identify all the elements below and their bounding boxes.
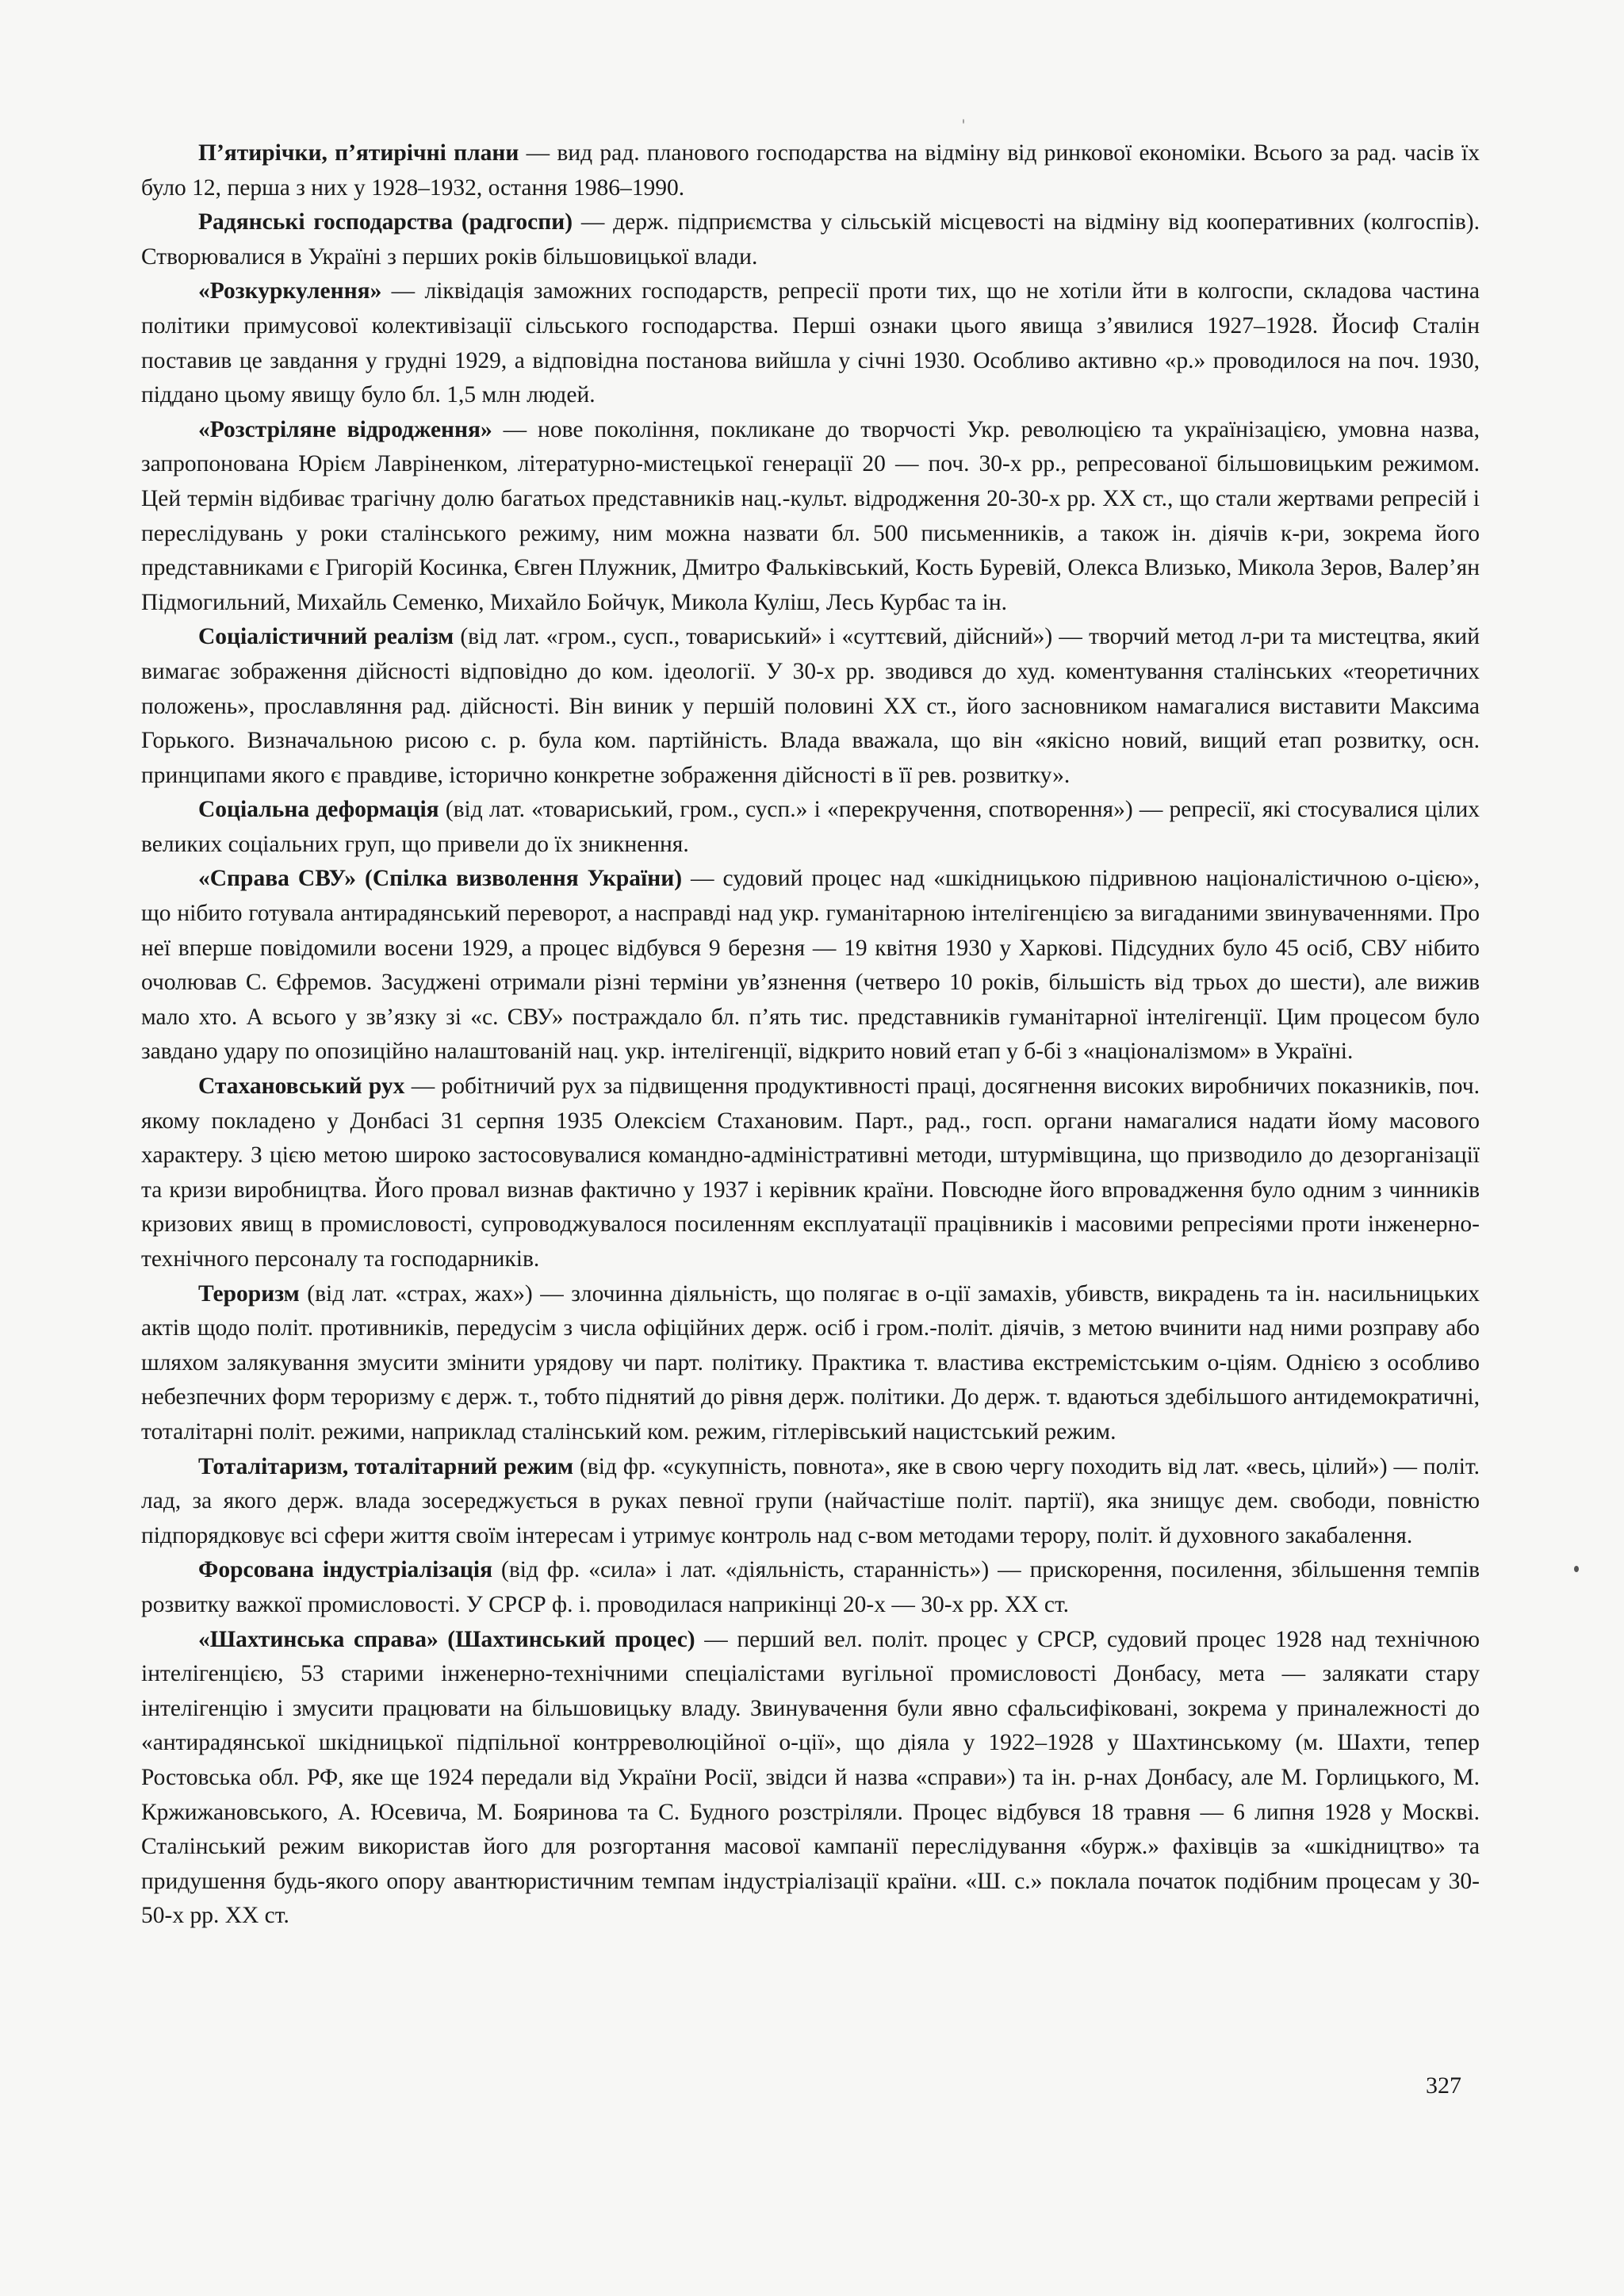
- glossary-entry-forced-industrialization: [141, 1553, 1480, 1622]
- entry-definition: — нове покоління, покликане до творчості Укр. революцією та українізацією, умовна назва, запропонована Юрієм Лавріненком, літературно-мистецької генерації 20 — поч. 30-х рр., репресованої більшовицьким режимом. Цей термін відбиває трагічну долю багатьох представників нац.-культ. відродження 20-30-х рр. XX ст., що стали жертвами репресій і переслідувань у роки сталінського режиму, ним можна назвати бл. 500 письменників, а також ін. діячів к-ри, зокрема його представниками є Григорій Косинка, Євген Плужник, Дмитро Фальківський, Кость Буревій, Олекса Влизько, Микола Зеров, Валер’ян Підмогильний, Михайль Семенко, Михайло Бойчук, Микола Куліш, Лесь Курбас та ін.: [141, 416, 1480, 615]
- glossary-entry-socialist-realism: [141, 620, 1480, 793]
- glossary-page: [141, 136, 1480, 1934]
- entry-definition: (від лат. «страх, жах») — злочинна діяльність, що полягає в о-ції замахів, убивств, викрадень та ін. насильницьких актів щодо політ. противників, передусім з числа офіційних держ. осіб і гром.-політ. діячів, з метою вчинити над ними розправу або шляхом залякування змусити змінити урядову чи парт. політику. Практика т. властива екстремістським о-ціям. Однією з особливо небезпечних форм тероризму є держ. т., тобто піднятий до рівня держ. політики. До держ. т. вдаються здебільшого антидемократичні, тоталітарні політ. режими, наприклад сталінський ком. режим, гітлерівський нацистський режим.: [141, 1280, 1480, 1445]
- entry-definition: (від фр. «сукупність, повнота», яке в свою чергу походить від лат. «весь, цілий») — політ. лад, за якого держ. влада зосереджується в руках певної групи (найчастіше політ. партії), яка знищує дем. свободи, повністю підпорядковує всі сфери життя своїм інтересам і утримує контроль над с-вом методами терору, політ. й духовного закабалення.: [141, 1453, 1480, 1548]
- entry-term: Форсована індустріалізація: [198, 1557, 493, 1583]
- entry-term: Соціальна деформація: [198, 797, 439, 823]
- entry-definition: — перший вел. політ. процес у СРСР, судовий процес 1928 над технічною інтелігенцією, 53 старими інженерно-технічними спеціалістами вугільної промисловості Донбасу, мета — залякати стару інтелігенцію і змусити працювати на більшовицьку владу. Звинувачення були явно сфальсифіковані, зокрема у приналежності до «антирадянської шкідницької підпільної контрреволюційної о-ції», що діяла у 1922–1928 у Шахтинському (м. Шахти, тепер Ростовська обл. РФ, яке ще 1924 передали від України Росії, звідси й назва «справи») та ін. р-нах Донбасу, але М. Горлицького, М. Кржижановського, А. Юсевича, М. Бояринова та С. Будного розстріляли. Процес відбувся 18 травня — 6 липня 1928 у Москві. Сталінський режим використав його для розгортання масової кампанії переслідування «бурж.» фахівців за «шкідництво» та придушення будь-якого опору авантюристичним темпам індустріалізації країни. «Ш. с.» поклала початок подібним процесам у 30-50-х рр. XX ст.: [141, 1626, 1480, 1929]
- entry-term: Соціалістичний реалізм: [198, 624, 454, 650]
- entry-term: Стахановський рух: [198, 1073, 405, 1100]
- glossary-entry-dekulakization: [141, 274, 1480, 412]
- glossary-entry-shakhty-trial: [141, 1623, 1480, 1934]
- glossary-entry-svu-case: [141, 862, 1480, 1070]
- glossary-entry-terrorism: [141, 1277, 1480, 1450]
- scan-speck: [1574, 1566, 1579, 1572]
- glossary-entry-executed-renaissance: [141, 413, 1480, 621]
- glossary-entry-five-year-plans: [141, 136, 1480, 205]
- entry-term: «Справа СВУ» (Спілка визволення України): [198, 866, 683, 892]
- entry-term: П’ятирічки, п’ятирічні плани: [198, 140, 519, 166]
- entry-definition: (від фр. «сила» і лат. «діяльність, старанність») — прискорення, посилення, збільшення темпів розвитку важкої промисловості. У СРСР ф. і. проводилася наприкінці 20-х — 30-х рр. XX ст.: [141, 1557, 1480, 1617]
- entry-definition: — ліквідація заможних господарств, репресії проти тих, що не хотіли йти в колгоспи, складова частина політики примусової колективізації сільського господарства. Перші ознаки цього явища з’явилися 1927–1928. Йосиф Сталін поставив це завдання у грудні 1929, а відповідна постанова вийшла у січні 1930. Особливо активно «р.» проводилося на поч. 1930, піддано цьому явищу було бл. 1,5 млн людей.: [141, 278, 1480, 408]
- entry-definition: — робітничий рух за підвищення продуктивності праці, досягнення високих виробничих показників, поч. якому покладено у Донбасі 31 серпня 1935 Олексієм Стахановим. Парт., рад., госп. органи намагалися надати йому масового характеру. З цією метою широко застосовувалися командно-адміністративні методи, штурмівщина, що призводило до дезорганізації та кризи виробництва. Його провал визнав фактично у 1937 і керівник країни. Повсюдне його впровадження було одним з чинників кризових явищ в промисловості, супроводжувалося посиленням експлуатації працівників і масовими репресіями проти інженерно-технічного персоналу та господарників.: [141, 1073, 1480, 1272]
- entry-term: «Розкуркулення»: [198, 278, 382, 304]
- entry-definition: (від лат. «гром., сусп., товариський» і «суттєвий, дійсний») — творчий метод л-ри та мистецтва, який вимагає зображення дійсності відповідно до ком. ідеології. У 30-х рр. зводився до худ. коментування сталінських «теоретичних положень», прославляння рад. дійсності. Він виник у першій половині XX ст., його засновником намагалися виставити Максима Горького. Визначальною рисою с. р. була ком. партійність. Влада вважала, що він «якісно новий, вищий етап розвитку, осн. принципами якого є правдиве, історично конкретне зображення дійсності в її рев. розвитку».: [141, 624, 1480, 788]
- scan-speck: [963, 119, 964, 124]
- entry-term: Тоталітаризм, тоталітарний режим: [198, 1453, 574, 1479]
- glossary-entry-social-deformation: [141, 793, 1480, 862]
- entry-definition: (від лат. «товариський, гром., сусп.» і «перекручення, спотворення») — репресії, які стосувалися цілих великих соціальних груп, що привели до їх зникнення.: [141, 797, 1480, 857]
- entry-term: «Розстріляне відродження»: [198, 416, 492, 442]
- glossary-entry-totalitarianism: [141, 1450, 1480, 1554]
- entry-term: «Шахтинська справа» (Шахтинський процес): [198, 1626, 695, 1652]
- entry-term: Тероризм: [198, 1280, 300, 1307]
- entry-definition: — судовий процес над «шкідницькою підривною націоналістичною о-цією», що нібито готувала антирадянський переворот, а насправді над укр. гуманітарною інтелігенцією за вигаданими звинуваченнями. Про неї вперше повідомили восени 1929, а процес відбувся 9 березня — 19 квітня 1930 у Харкові. Підсудних було 45 осіб, СВУ нібито очолював С. Єфремов. Засуджені отримали різні терміни ув’язнення (четверо 10 років, більшість від трьох до шести), але вижив мало хто. А всього у зв’язку зі «с. СВУ» постраждало бл. п’ять тис. представників гуманітарної інтелігенції. Цим процесом було завдано удару по опозиційно налаштованій нац. укр. інтелігенції, відкрито новий етап у б-бі з «націоналізмом» в Україні.: [141, 866, 1480, 1065]
- entry-term: Радянські господарства (радгоспи): [198, 209, 573, 235]
- glossary-entry-stakhanovite-movement: [141, 1070, 1480, 1277]
- entry-definition: — держ. підприємства у сільській місцевості на відміну від кооперативних (колгоспів). Створювалися в Україні з перших років більшовицької влади.: [141, 209, 1480, 270]
- entry-definition: — вид рад. планового господарства на відміну від ринкової економіки. Всього за рад. часів їх було 12, перша з них у 1928–1932, остання 1986–1990.: [141, 140, 1480, 201]
- glossary-entry-state-farms: [141, 205, 1480, 274]
- page-number: 327: [1426, 2072, 1461, 2099]
